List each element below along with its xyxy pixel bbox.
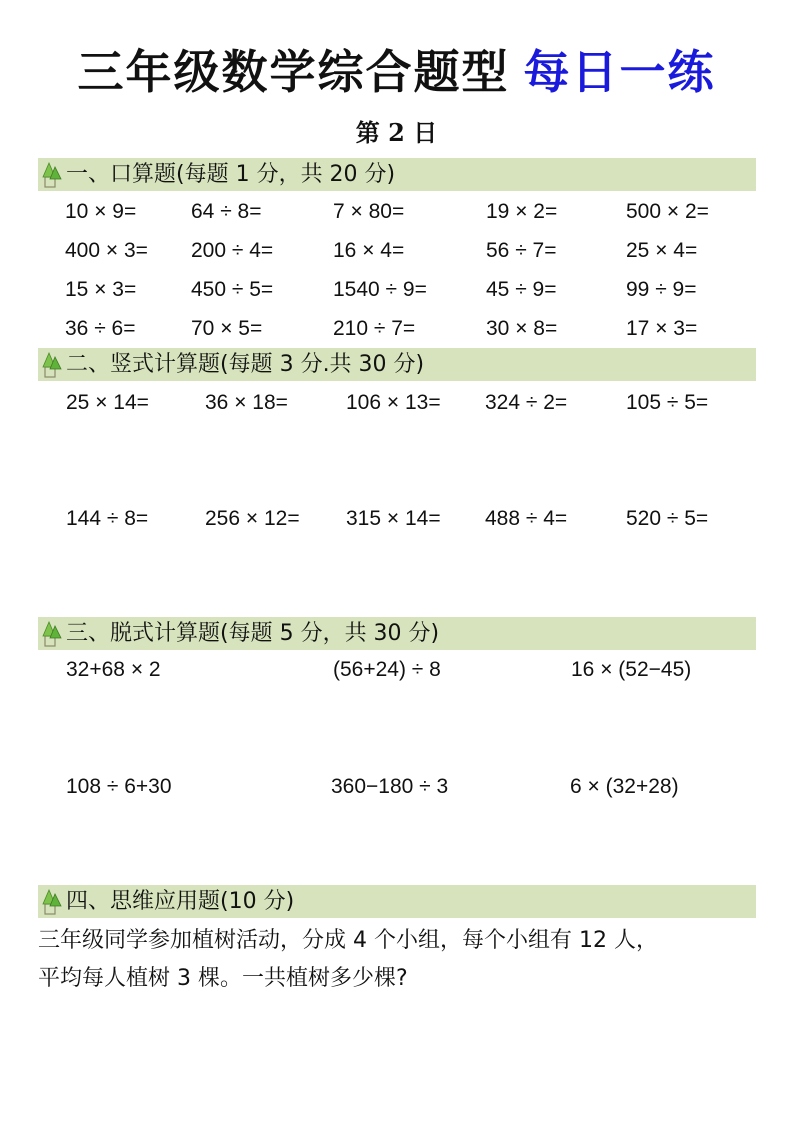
problem: 200 ÷ 4= (191, 239, 274, 262)
problem: 36 ÷ 6= (65, 317, 136, 340)
section-header-vertical-calculation (38, 348, 756, 381)
problem: 15 × 3= (65, 278, 137, 301)
problem-row (0, 504, 793, 534)
problem: 70 × 5= (191, 317, 263, 340)
problem: 32+68 × 2 (66, 658, 161, 681)
word-problem-text (38, 922, 768, 998)
problem: 64 ÷ 8= (191, 200, 262, 223)
problem: 520 ÷ 5= (626, 507, 709, 530)
tree-icon (40, 161, 64, 189)
section-header-word-problem (38, 885, 756, 918)
problem: 450 ÷ 5= (191, 278, 274, 301)
word-problem-line: 三年级同学参加植树活动，分成 4 个小组，每个小组有 12 人， (38, 928, 658, 953)
problem: 256 × 12= (205, 507, 300, 530)
problem-row (0, 655, 793, 685)
problem: 25 × 4= (626, 239, 698, 262)
section-label: 一、口算题(每题 1 分，共 20 分) (66, 162, 396, 187)
problem: 360−180 ÷ 3 (331, 775, 449, 798)
problem: 99 ÷ 9= (626, 278, 697, 301)
section-header-step-calculation (38, 617, 756, 650)
problem: 210 ÷ 7= (333, 317, 416, 340)
problem-row (0, 275, 793, 305)
section-label: 二、竖式计算题(每题 3 分.共 30 分) (66, 352, 425, 377)
problem: (56+24) ÷ 8 (333, 658, 441, 681)
section-label: 四、思维应用题(10 分) (66, 889, 295, 914)
problem: 144 ÷ 8= (66, 507, 149, 530)
tree-icon (40, 888, 64, 916)
problem: 10 × 9= (65, 200, 137, 223)
problem: 400 × 3= (65, 239, 148, 262)
problem: 30 × 8= (486, 317, 558, 340)
section-header-oral-arithmetic (38, 158, 756, 191)
problem-row (0, 236, 793, 266)
problem: 16 × 4= (333, 239, 405, 262)
tree-icon (40, 620, 64, 648)
problem: 6 × (32+28) (570, 775, 679, 798)
title-accent: 每日一练 (523, 45, 716, 99)
problem: 7 × 80= (333, 200, 405, 223)
problem: 108 ÷ 6+30 (66, 775, 172, 798)
problem: 17 × 3= (626, 317, 698, 340)
problem: 19 × 2= (486, 200, 558, 223)
problem-row (0, 314, 793, 344)
problem: 105 ÷ 5= (626, 391, 709, 414)
problem: 324 ÷ 2= (485, 391, 568, 414)
problem: 56 ÷ 7= (486, 239, 557, 262)
problem: 106 × 13= (346, 391, 441, 414)
problem-row (0, 197, 793, 227)
problem: 500 × 2= (626, 200, 709, 223)
word-problem-line: 平均每人植树 3 棵。一共植树多少棵? (38, 966, 408, 991)
problem: 315 × 14= (346, 507, 441, 530)
problem: 45 ÷ 9= (486, 278, 557, 301)
problem-row (0, 388, 793, 418)
problem: 1540 ÷ 9= (333, 278, 427, 301)
problem: 25 × 14= (66, 391, 149, 414)
problem: 488 ÷ 4= (485, 507, 568, 530)
page-title (0, 42, 793, 102)
problem: 16 × (52−45) (571, 658, 692, 681)
tree-icon (40, 351, 64, 379)
problem: 36 × 18= (205, 391, 288, 414)
problem-row (0, 772, 793, 802)
section-label: 三、脱式计算题(每题 5 分，共 30 分) (66, 621, 440, 646)
title-main: 三年级数学综合题型 (77, 45, 510, 99)
day-label: 第 2 日 (355, 118, 438, 147)
